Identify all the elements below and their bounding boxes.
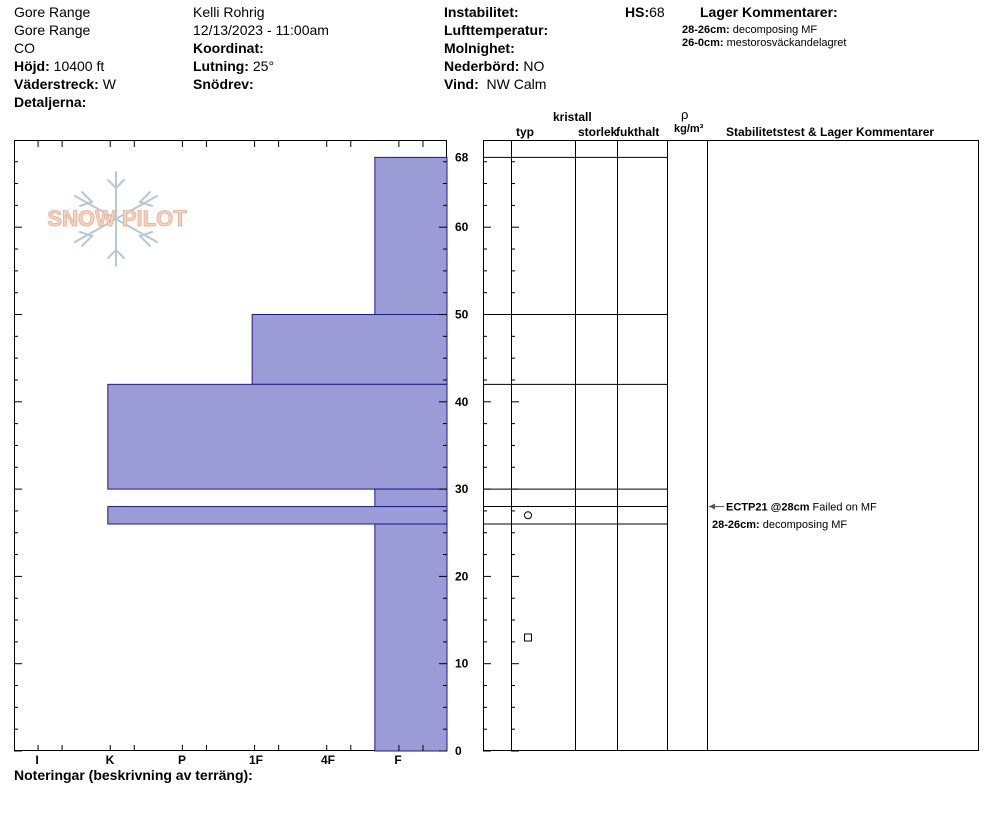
coord-label: Koordinat: [193, 40, 264, 56]
airtemp-label: Lufttemperatur: [444, 22, 549, 38]
col-rho: ρ [681, 107, 689, 122]
elevation-value: 10400 ft [53, 58, 105, 74]
layer-comments-title: Lager Kommentarer: [700, 4, 838, 20]
col-density-unit: kg/m³ [674, 123, 704, 135]
hs-value: 68 [649, 4, 665, 20]
details-label: Detaljerna: [14, 94, 87, 110]
height-label-68: 68 [455, 150, 469, 165]
col-crystal: kristall [553, 110, 592, 124]
layer-comment-text: mestorosväckandelagret [726, 37, 847, 49]
col-moisture: fukthalt [616, 125, 660, 139]
layer-comment-range: 28-26cm: [682, 24, 730, 36]
stability-annotations [709, 502, 877, 531]
hardness-label-F: F [394, 753, 402, 767]
stability-test-label [726, 502, 877, 514]
hardness-axis-labels [35, 753, 401, 767]
stability-test-code: ECTP21 @28cm [726, 501, 810, 514]
elevation-label: Höjd: [14, 58, 50, 74]
height-label-60: 60 [455, 220, 469, 235]
precip-value: NO [523, 58, 545, 74]
slope-label: Lutning: [193, 58, 249, 74]
layer-annotation-range: 28-26cm: [712, 519, 763, 532]
instability-label: Instabilitet: [444, 4, 519, 20]
stability-test-comment: Failed on MF [809, 501, 877, 514]
hardness-bar-2 [108, 384, 447, 489]
notes-label: Noteringar (beskrivning av terräng): [14, 767, 253, 783]
drift-label: Snödrev: [193, 76, 254, 92]
layer-annotation-text: decomposing MF [762, 519, 848, 532]
hardness-label-4F: 4F [320, 753, 336, 767]
aspect-value: W [102, 76, 116, 92]
hardness-bar-5 [375, 524, 447, 751]
hardness-bar-3 [375, 489, 447, 506]
layer-comment-range: 26-0cm: [682, 37, 724, 49]
hardness-bar-0 [375, 157, 447, 314]
height-label-50: 50 [455, 307, 469, 322]
precip-label: Nederbörd: [444, 58, 520, 74]
col-stability: Stabilitetstest & Lager Kommentarer [726, 125, 935, 139]
wind-label: Vind: [444, 76, 479, 92]
hardness-label-1F: 1F [248, 753, 264, 767]
hardness-bars [108, 157, 447, 751]
slope-value: 25° [252, 58, 275, 74]
layer-comment-text: decomposing MF [732, 24, 818, 36]
layer-table-frame [484, 141, 979, 751]
observer: Kelli Rohrig [193, 4, 265, 20]
grain-symbol-square [525, 634, 532, 641]
table-ticks [483, 162, 519, 751]
state: CO [14, 40, 35, 56]
range-name-1: Gore Range [14, 4, 91, 20]
hs-label: HS: [625, 4, 650, 20]
col-size: storlek [578, 125, 618, 139]
datetime: 12/13/2023 - 11:00am [193, 22, 329, 38]
hardness-bar-1 [252, 315, 447, 385]
hardness-label-K: K [105, 753, 115, 767]
grain-symbol-circle [525, 512, 532, 519]
height-label-40: 40 [455, 394, 469, 409]
range-name-2: Gore Range [14, 22, 91, 38]
logo-text: SNOW PILOT [47, 206, 187, 231]
wind-value: NW Calm [486, 76, 547, 92]
aspect-label: Väderstreck: [14, 76, 99, 92]
layer-annotation [712, 519, 847, 531]
hardness-bar-4 [108, 507, 447, 524]
height-label-30: 30 [455, 482, 469, 497]
height-label-10: 10 [455, 656, 469, 671]
height-label-0: 0 [455, 744, 462, 758]
stability-arrow-head [709, 504, 715, 510]
col-type: typ [516, 125, 534, 139]
grain-symbols [525, 512, 532, 641]
hardness-label-I: I [35, 753, 39, 767]
clouds-label: Molnighet: [444, 40, 515, 56]
hardness-label-P: P [177, 753, 187, 767]
height-label-20: 20 [455, 569, 469, 584]
